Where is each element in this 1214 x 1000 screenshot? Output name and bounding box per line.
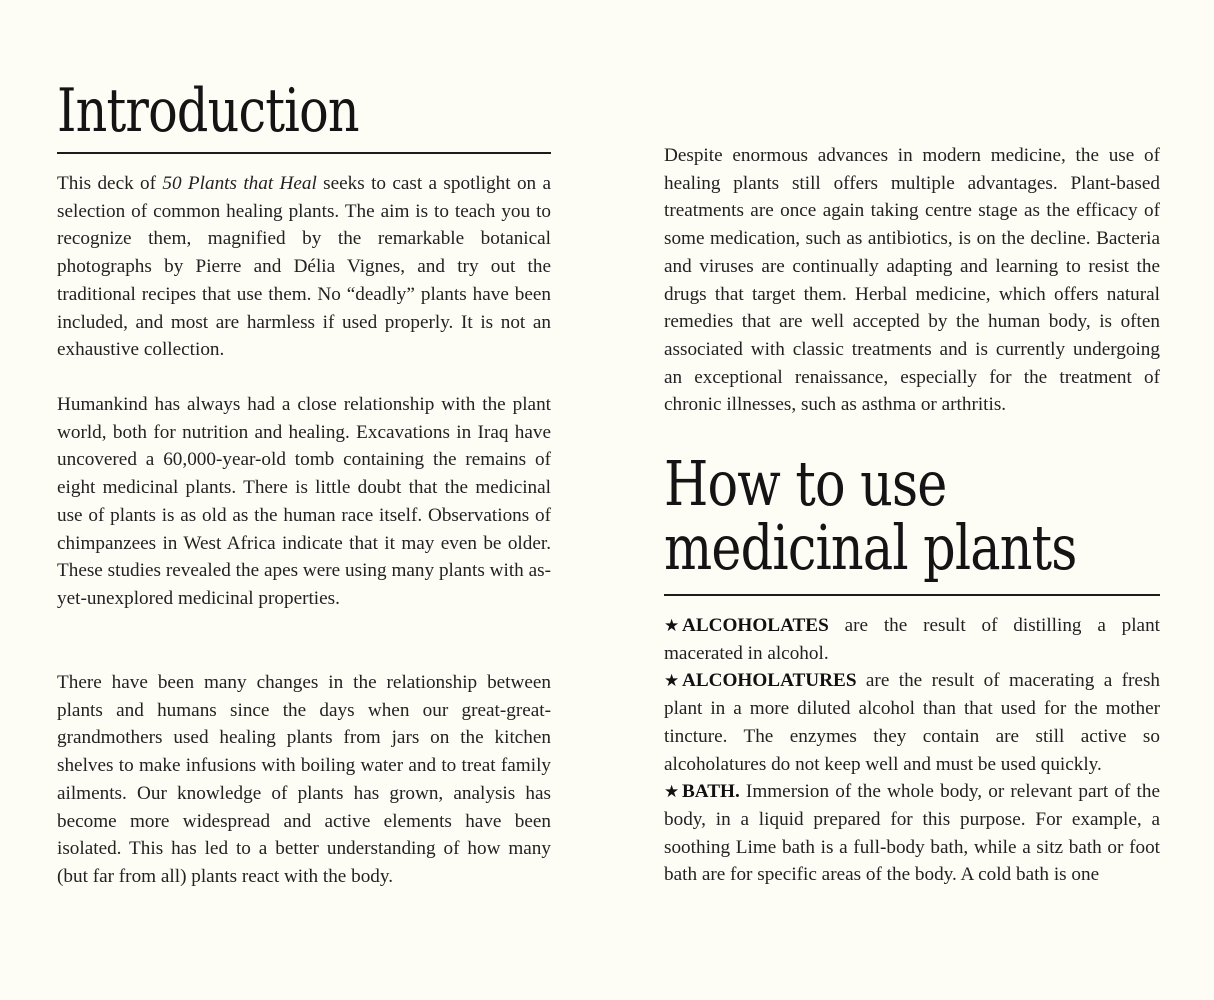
definition-item [664,612,1160,667]
definition-item [664,667,1160,778]
definition-text: are the result of distilling a plant macerated in alcohol. [664,615,1160,664]
definition-term: ALCOHOLATURES [682,670,857,692]
star-icon: ★ [664,782,680,802]
intro-paragraph-3: There have been many changes in the relationship between plants and humans since the days when our great-great-grandmothers used healing plants from jars on the kitchen shelves to make infusions with boiling water and to treat family ailments. Our knowledge of plants has grown, analysis has become more widespread and active elements have been isolated. This has led to a better understanding of how many (but far from all) plants react with the body. [57,672,551,887]
definition-text: Immersion of the whole body, or relevant part of the body, in a liquid prepared for this purpose. For example, a soothing Lime bath is a full-body bath, while a sitz bath or foot bath are for specific areas of the body. A cold bath is one [664,781,1160,886]
heading-divider [57,152,551,154]
definition-text: are the result of macerating a fresh plant in a more diluted alcohol than that used for the mother tincture. The enzymes they contain are still active so alcoholatures do not keep well and must be used quickly. [664,670,1160,775]
how-to-use-heading [664,447,1077,584]
heading-divider [664,594,1160,596]
definition-term: ALCOHOLATES [682,615,829,636]
intro-paragraph-2: Humankind has always had a close relationship with the plant world, both for nutrition and healing. Excavations in Iraq have uncovered a 60,000-year-old tomb containing the remains of eight medicinal plants. There is little doubt that the medicinal use of plants is as old as the human race itself. Observations of chimpanzees in West Africa indicate that it may even be older. These studies revealed the apes were using many plants with as-yet-unexplored medicinal properties. [57,394,551,609]
intro-paragraph-1-lead: This deck of [57,173,163,194]
definition-item [664,778,1160,889]
star-icon: ★ [664,671,680,691]
introduction-heading: Introduction [57,76,359,146]
how-to-use-heading-line-2: medicinal plants [664,511,1077,584]
intro-paragraph-1-rest: seeks to cast a spotlight on a selection of common healing plants. The aim is to teach you to recognize them, magnified by the remarkable botanical photographs by Pierre and Délia Vignes, and try out the traditional recipes that use them. No “deadly” plants have been included, and most are harmless if used properly. It is not an exhaustive collection. [57,173,552,361]
right-paragraph-1: Despite enormous advances in modern medicine, the use of healing plants still offers multiple advantages. Plant-based treatments are once again taking centre stage as the efficacy of some medication, such as antibiotics, is on the decline. Bacteria and viruses are continually adapting and learning to resist the drugs that target them. Herbal medicine, which offers natural remedies that are well accepted by the human body, is often associated with classic treatments and is currently undergoing an exceptional renaissance, especially for the treatment of chronic illnesses, such as asthma or arthritis. [664,145,1160,416]
how-to-use-heading-line-1: How to use [664,447,947,520]
definition-term: BATH. [682,781,740,803]
intro-paragraph-1 [57,170,551,364]
book-title: 50 Plants that Heal [162,173,317,194]
star-icon: ★ [664,616,680,635]
definition-list [664,612,1160,889]
